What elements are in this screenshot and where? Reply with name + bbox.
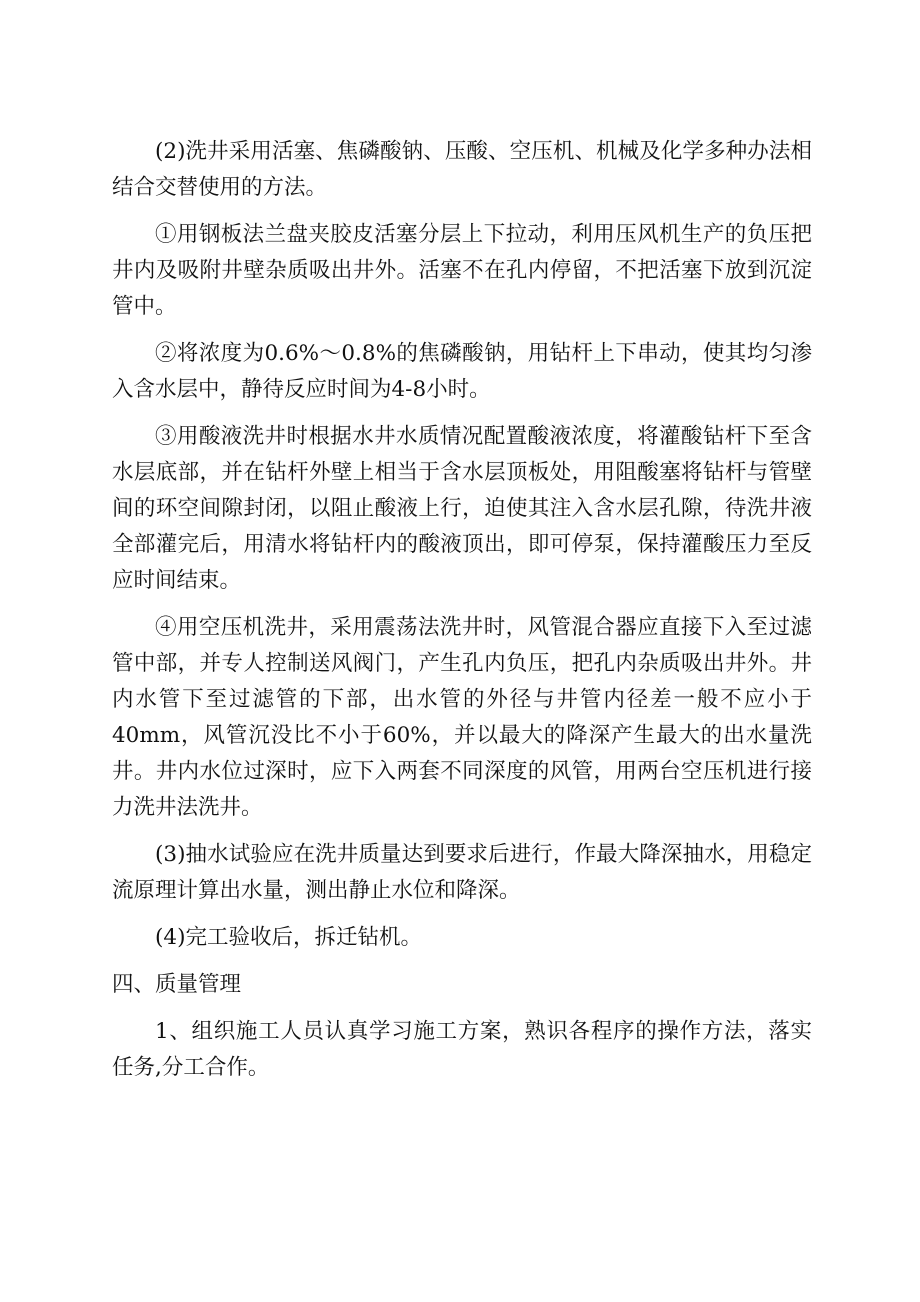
paragraph-completion-acceptance: (4)完工验收后，拆迁钻机。 xyxy=(155,925,422,950)
paragraph-piston-washing: ①用钢板法兰盘夹胶皮活塞分层上下拉动，利用压风机生产的负压把井内及吸附井壁杂质吸出井外。活塞不在孔内停留，不把活塞下放到沉淀管中。 xyxy=(112,222,812,319)
section-heading-quality-management: 四、质量管理 xyxy=(112,972,242,997)
paragraph-quality-item-1: 1、组织施工人员认真学习施工方案，熟识各程序的操作方法，落实任务,分工合作。 xyxy=(112,1019,812,1080)
document-body xyxy=(112,134,812,1097)
paragraph-acid-washing: ③用酸液洗井时根据水井水质情况配置酸液浓度，将灌酸钻杆下至含水层底部，并在钻杆外壁上相当于含水层顶板处，用阻酸塞将钻杆与管壁间的环空间隙封闭，以阻止酸液上行，迫使其注入含水层孔隙，待洗井液全部灌完后，用清水将钻杆内的酸液顶出，即可停泵，保持灌酸压力至反应时间结束。 xyxy=(112,424,812,593)
paragraph-air-compressor-washing: ④用空压机洗井，采用震荡法洗井时，风管混合器应直接下入至过滤管中部，并专人控制送风阀门，产生孔内负压，把孔内杂质吸出井外。井内水管下至过滤管的下部，出水管的外径与井管内径差一般不应小于40mm，风管沉没比不小于60%，并以最大的降深产生最大的出水量洗井。井内水位过深时，应下入两套不同深度的风管，用两台空压机进行接力洗井法洗井。 xyxy=(112,615,812,820)
paragraph-sodium-pyrophosphate: ②将浓度为0.6%～0.8%的焦磷酸钠，用钻杆上下串动，使其均匀渗入含水层中，静待反应时间为4-8小时。 xyxy=(112,341,812,402)
paragraph-well-washing-methods: (2)洗井采用活塞、焦磷酸钠、压酸、空压机、机械及化学多种办法相结合交替使用的方法。 xyxy=(112,139,812,200)
paragraph-pumping-test: (3)抽水试验应在洗井质量达到要求后进行，作最大降深抽水，用稳定流原理计算出水量，测出静止水位和降深。 xyxy=(112,842,812,903)
